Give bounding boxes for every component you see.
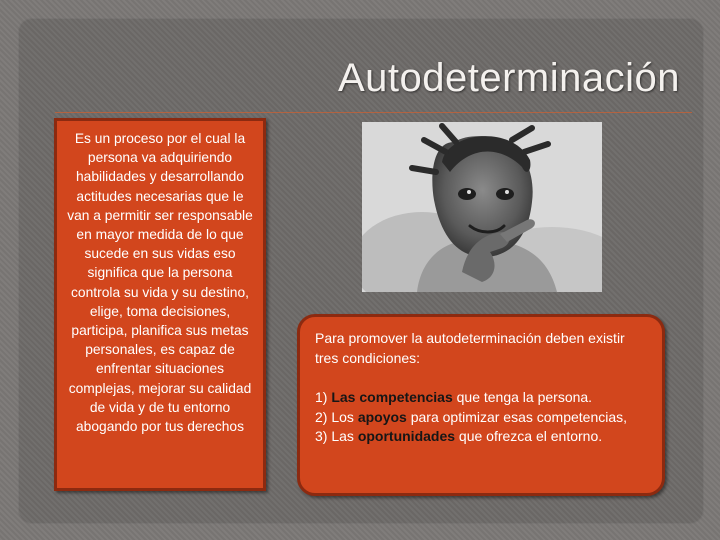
condition-prefix: 1) xyxy=(315,389,332,405)
definition-box xyxy=(54,118,266,491)
condition-item xyxy=(315,408,646,428)
condition-item xyxy=(315,388,646,408)
condition-prefix: 3) Las xyxy=(315,428,358,444)
condition-suffix: para optimizar esas competencias, xyxy=(406,408,628,425)
slide-title: Autodeterminación xyxy=(337,56,680,100)
condition-suffix: que ofrezca el entorno. xyxy=(455,428,603,444)
condition-highlight: oportunidades xyxy=(357,428,456,444)
definition-text: Es un proceso por el cual la persona va adquiriendo habilidades y desarrollando actitudes necesarias que le van a permitir ser responsable en mayor medida de lo que sucede en sus vidas eso significa que la persona controla su vida y su destino, elige, toma decisiones, participa, planifica sus metas personales, es capaz de enfrentar situaciones complejas, mejorar su calidad de vida y de tu entorno abogando por tus derechos xyxy=(67,131,253,435)
condition-highlight: apoyos xyxy=(357,408,407,425)
condition-highlight: Las competencias xyxy=(331,389,453,405)
condition-suffix: que tenga la persona. xyxy=(452,389,593,405)
condition-prefix: 2) Los xyxy=(315,408,358,425)
title-divider xyxy=(55,112,692,113)
conditions-box xyxy=(297,314,665,496)
spacer xyxy=(315,368,646,388)
child-pointing-icon xyxy=(362,122,602,292)
conditions-intro: Para promover la autodeterminación deben existir tres condiciones: xyxy=(315,330,625,366)
condition-item xyxy=(315,427,646,447)
child-photo xyxy=(362,122,602,292)
